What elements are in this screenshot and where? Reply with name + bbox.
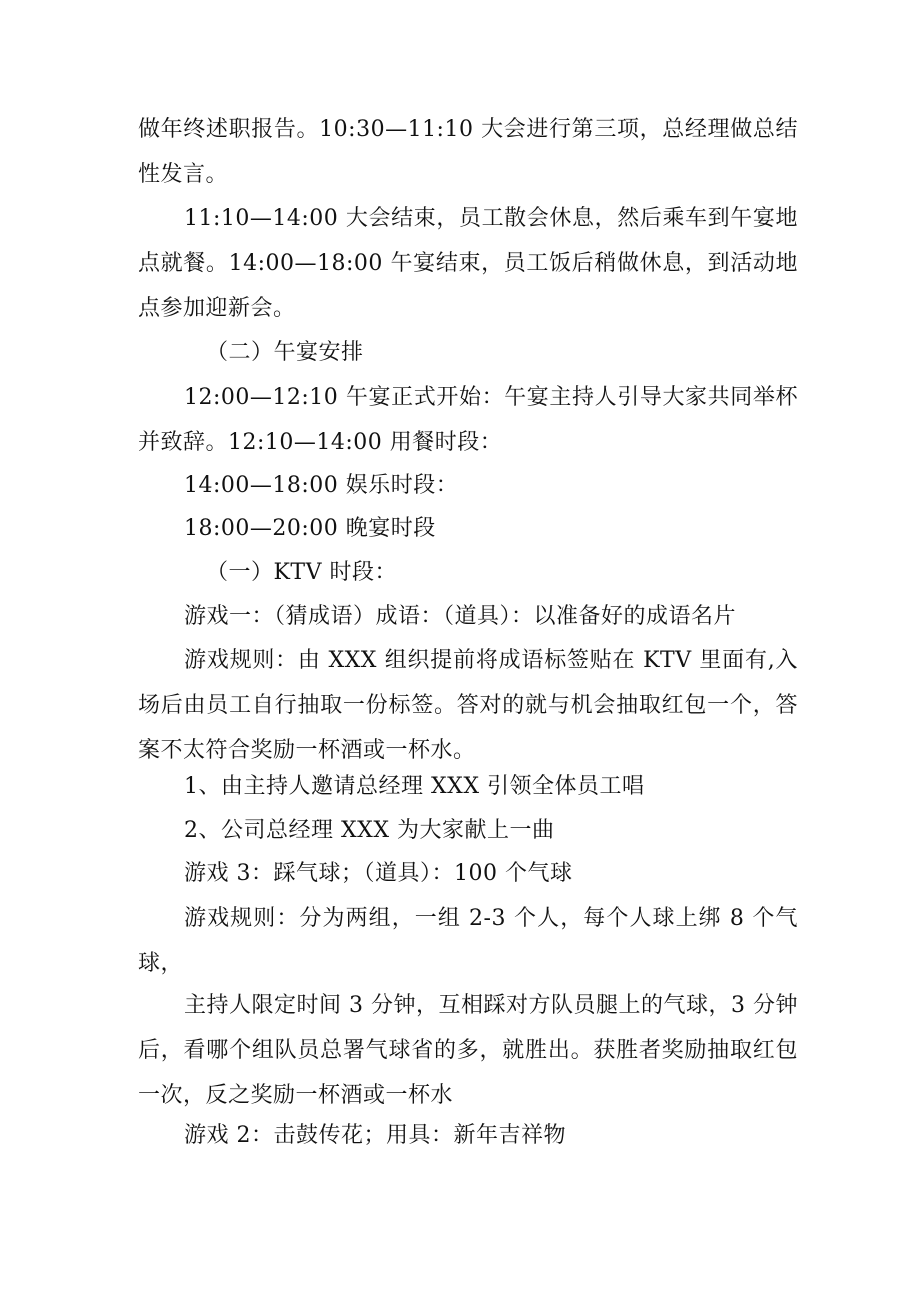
paragraph-game-three-rules: 游戏规则：分为两组，一组 2-3 个人，每个人球上绑 8 个气球， [138, 906, 798, 976]
paragraph-meeting-end: 11:10—14:00 大会结束，员工散会休息，然后乘车到午宴地点就餐。14:00—18:00 午宴结束，员工饭后稍做休息，到活动地点参加迎新会。 [138, 206, 798, 321]
section-heading-ktv: （一）KTV 时段： [206, 560, 397, 585]
paragraph-game-three: 游戏 3：踩气球；（道具）：100 个气球 [184, 861, 573, 886]
paragraph-game-one: 游戏一：（猜成语）成语：（道具）：以准备好的成语名片 [184, 604, 737, 629]
paragraph-lunch-start: 12:00—12:10 午宴正式开始：午宴主持人引导大家共同举杯并致辞。12:10—14:00 用餐时段： [138, 385, 798, 455]
paragraph-game-one-rules: 游戏规则：由 XXX 组织提前将成语标签贴在 KTV 里面有,入场后由员工自行抽取一份标签。答对的就与机会抽取红包一个，答案不太符合奖励一杯酒或一杯水。 [138, 648, 798, 763]
section-heading-lunch: （二）午宴安排 [206, 340, 364, 365]
paragraph-host-time-limit: 主持人限定时间 3 分钟，互相踩对方队员腿上的气球，3 分钟后，看哪个组队员总署气球省的多，就胜出。获胜者奖励抽取红包一次，反之奖励一杯酒或一杯水 [138, 993, 798, 1108]
list-item-1: 1、由主持人邀请总经理 XXX 引领全体员工唱 [184, 774, 645, 799]
paragraph-report: 做年终述职报告。10:30—11:10 大会进行第三项，总经理做总结性发言。 [138, 117, 798, 187]
list-item-2: 2、公司总经理 XXX 为大家献上一曲 [184, 818, 555, 843]
paragraph-game-two: 游戏 2：击鼓传花；用具：新年吉祥物 [184, 1123, 566, 1148]
paragraph-entertainment: 14:00—18:00 娱乐时段： [184, 473, 459, 498]
paragraph-dinner: 18:00—20:00 晚宴时段 [184, 516, 436, 541]
